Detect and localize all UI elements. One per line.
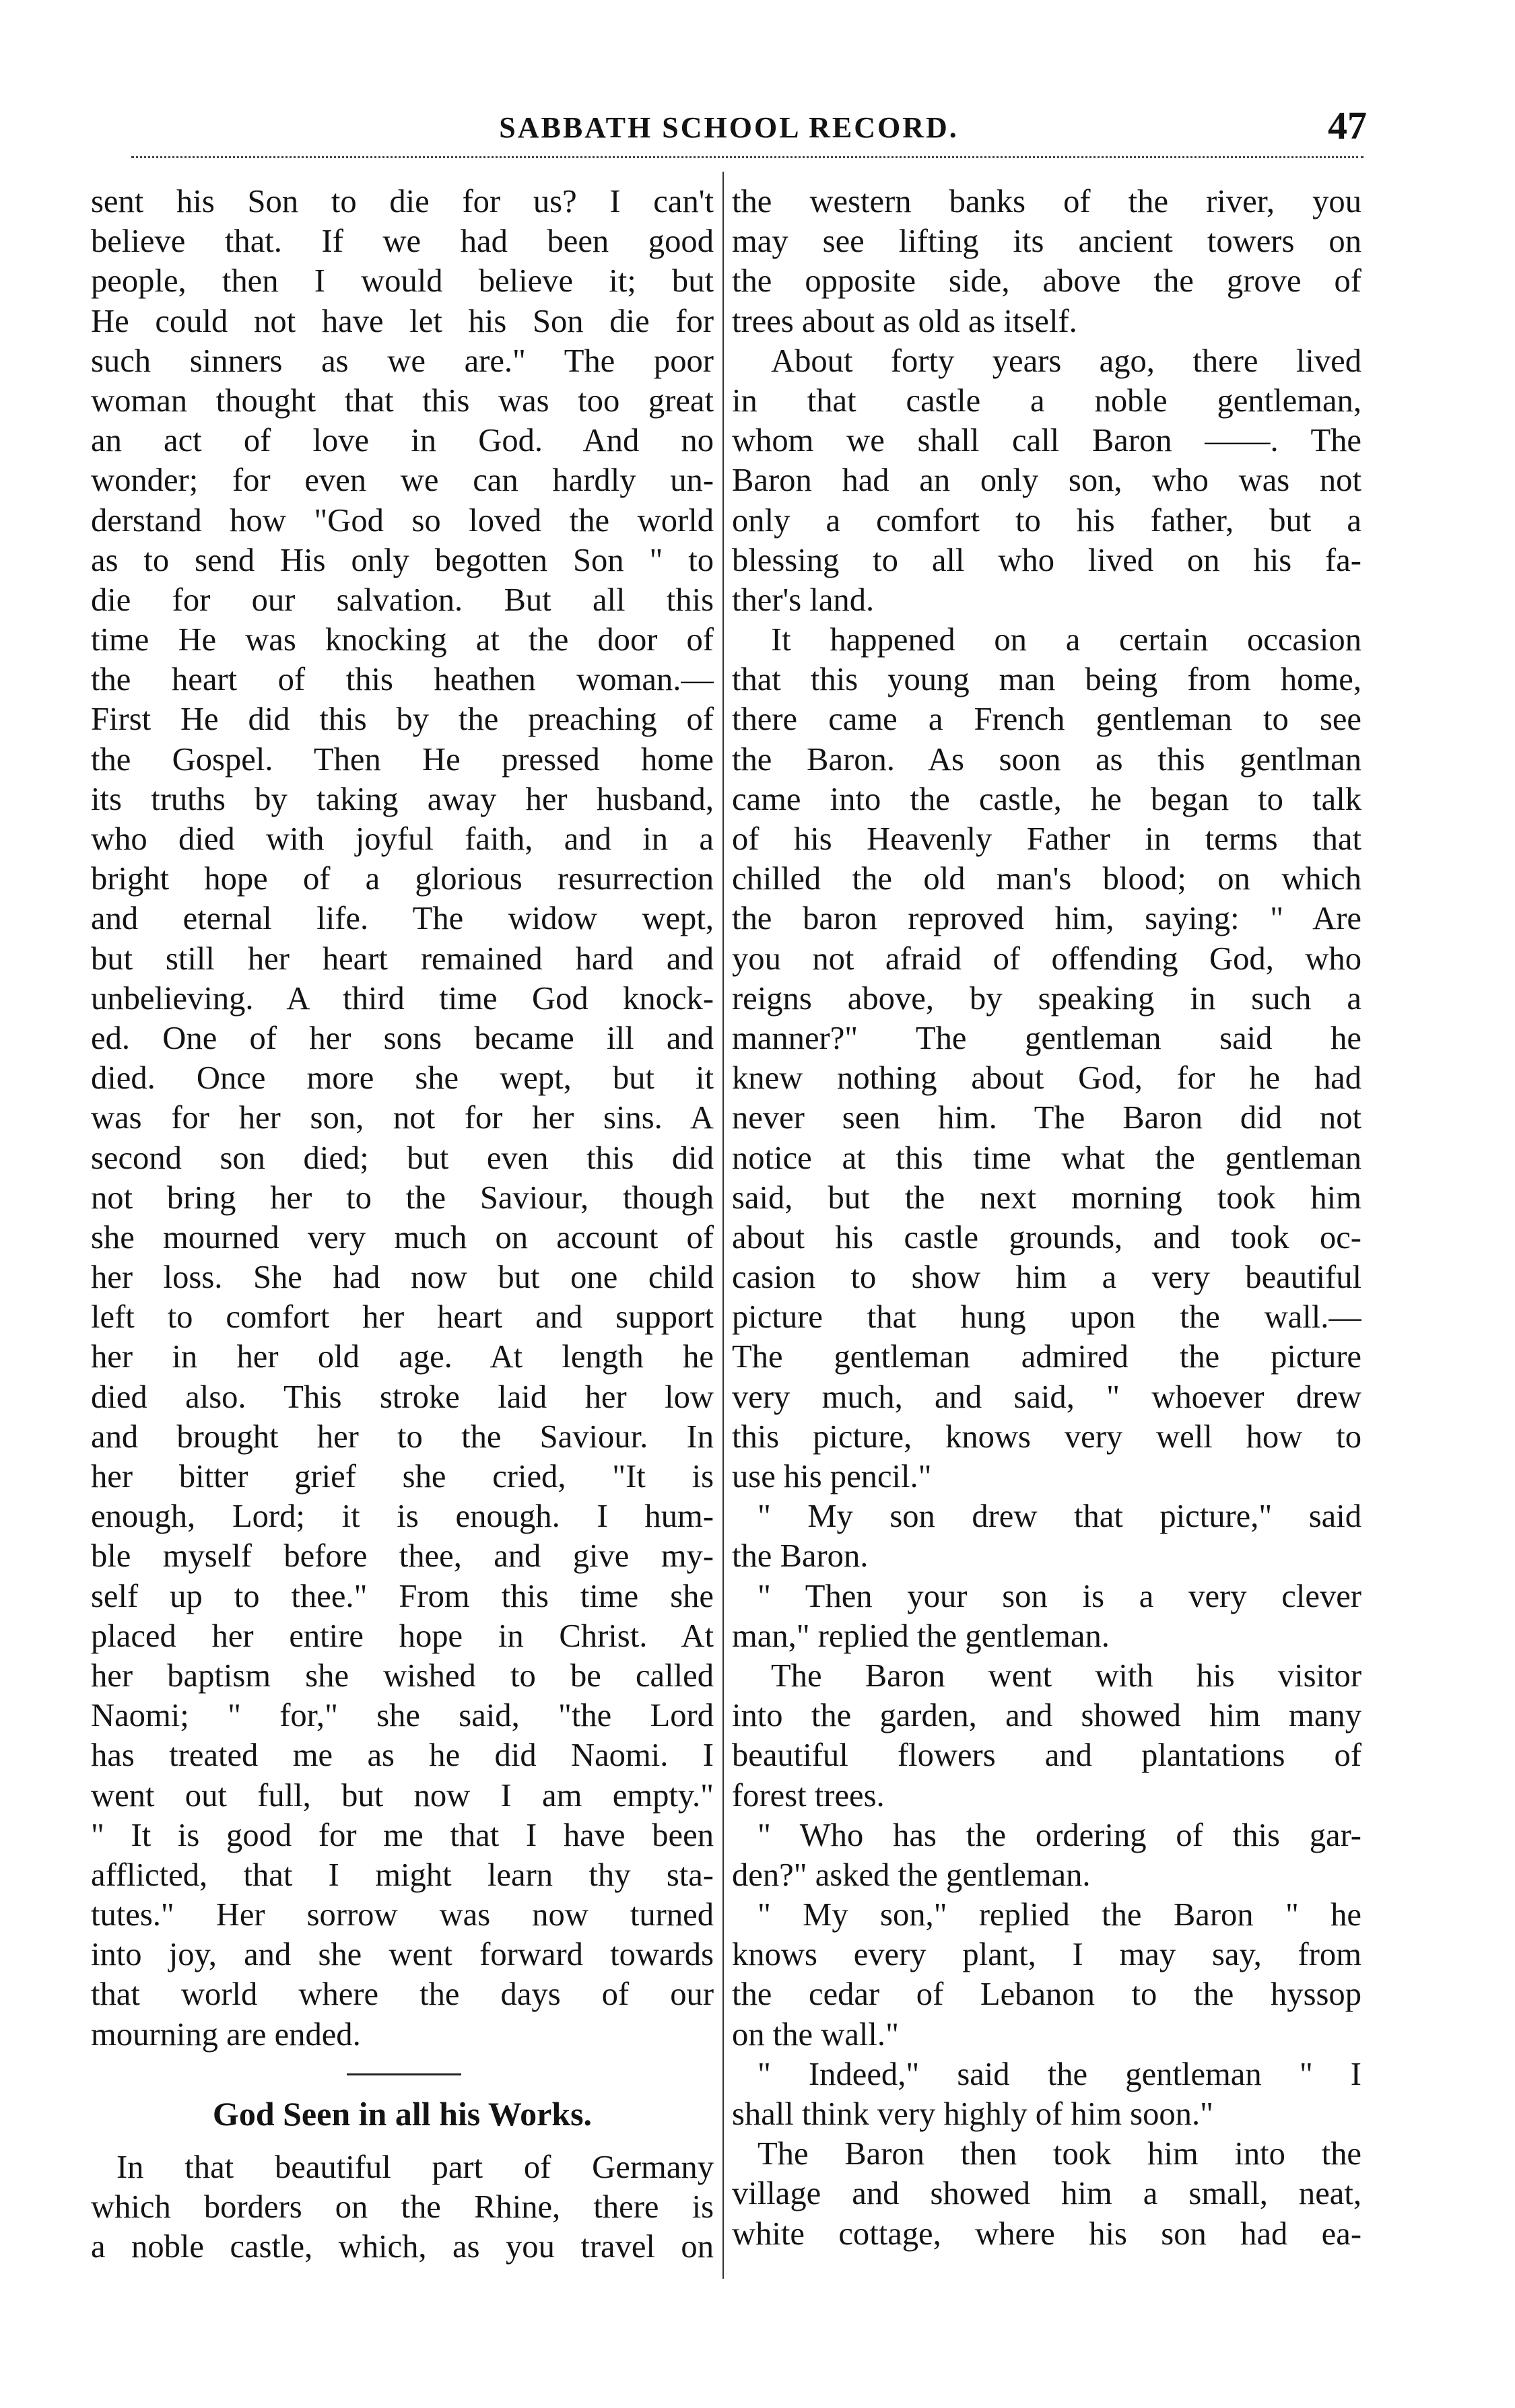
text-line: and brought her to the Saviour. In xyxy=(91,1418,714,1455)
text-line: knew nothing about God, for he had xyxy=(732,1060,1361,1097)
text-line: " My son drew that picture," said xyxy=(758,1498,1361,1535)
text-line: her loss. She had now but one child xyxy=(91,1259,714,1296)
text-line: a noble castle, which, as you travel on xyxy=(91,2228,714,2265)
text-line: in that castle a noble gentleman, xyxy=(732,382,1361,419)
text-line: said, but the next morning took him xyxy=(732,1179,1361,1216)
text-line: only a comfort to his father, but a xyxy=(732,502,1361,539)
text-line: the Baron. xyxy=(732,1538,869,1575)
text-line: went out full, but now I am empty." xyxy=(91,1777,714,1814)
text-line: woman thought that this was too great xyxy=(91,382,714,419)
text-line: not bring her to the Saviour, though xyxy=(91,1179,714,1216)
text-line: derstand how "God so loved the world xyxy=(91,502,714,539)
text-line: afflicted, that I might learn thy sta- xyxy=(91,1856,714,1893)
text-line: that world where the days of our xyxy=(91,1976,714,2013)
right-column xyxy=(732,182,1361,2254)
section-divider xyxy=(347,2073,461,2075)
text-line: man," replied the gentleman. xyxy=(732,1617,1110,1654)
text-line: the Gospel. Then He pressed home xyxy=(91,741,714,778)
text-line: second son died; but even this did xyxy=(91,1139,714,1176)
text-line: may see lifting its ancient towers on xyxy=(732,223,1361,260)
text-line: forest trees. xyxy=(732,1777,885,1814)
text-line: her in her old age. At length he xyxy=(91,1338,714,1375)
text-line: It happened on a certain occasion xyxy=(771,621,1361,658)
text-line: tutes." Her sorrow was now turned xyxy=(91,1896,714,1933)
text-line: " My son," replied the Baron " he xyxy=(758,1896,1361,1933)
text-line: The Baron then took him into the xyxy=(758,2135,1361,2172)
text-line: the Baron. As soon as this gentlman xyxy=(732,741,1361,778)
text-line: her bitter grief she cried, "It is xyxy=(91,1458,714,1494)
text-line: the opposite side, above the grove of xyxy=(732,263,1361,300)
text-line: ther's land. xyxy=(732,581,875,618)
text-line: which borders on the Rhine, there is xyxy=(91,2189,714,2226)
text-line: chilled the old man's blood; on which xyxy=(732,860,1361,897)
text-line: bright hope of a glorious resurrection xyxy=(91,860,714,897)
text-line: into the garden, and showed him many xyxy=(732,1697,1361,1734)
column-divider xyxy=(722,172,724,2279)
text-line: the western banks of the river, you xyxy=(732,183,1361,219)
text-line: " Who has the ordering of this gar- xyxy=(758,1816,1361,1853)
text-line: village and showed him a small, neat, xyxy=(732,2175,1361,2212)
text-line: mourning are ended. xyxy=(91,2016,361,2053)
text-line: ed. One of her sons became ill and xyxy=(91,1019,714,1056)
text-line: this picture, knows very well how to xyxy=(732,1418,1361,1455)
text-line: there came a French gentleman to see xyxy=(732,701,1361,738)
text-line: has treated me as he did Naomi. I xyxy=(91,1737,714,1774)
text-line: very much, and said, " whoever drew xyxy=(732,1378,1361,1415)
page-number: 47 xyxy=(1328,104,1367,147)
text-line: die for our salvation. But all this xyxy=(91,581,714,618)
text-line: an act of love in God. And no xyxy=(91,422,714,459)
text-line: who died with joyful faith, and in a xyxy=(91,821,714,857)
text-line: was for her son, not for her sins. A xyxy=(91,1099,714,1136)
text-line: but still her heart remained hard and xyxy=(91,940,714,977)
text-line: He could not have let his Son die for xyxy=(91,302,714,339)
text-line: came into the castle, he began to talk xyxy=(732,780,1361,817)
text-line: her baptism she wished to be called xyxy=(91,1657,714,1694)
text-line: " It is good for me that I have been xyxy=(91,1816,714,1853)
text-line: its truths by taking away her husband, xyxy=(91,780,714,817)
text-line: First He did this by the preaching of xyxy=(91,701,714,738)
text-line: white cottage, where his son had ea- xyxy=(732,2215,1361,2252)
text-line: such sinners as we are." The poor xyxy=(91,342,714,379)
text-line: manner?" The gentleman said he xyxy=(732,1019,1361,1056)
page-header xyxy=(91,104,1367,148)
text-line: beautiful flowers and plantations of xyxy=(732,1737,1361,1774)
text-line: died. Once more she wept, but it xyxy=(91,1060,714,1097)
text-line: whom we shall call Baron ——. The xyxy=(732,422,1361,459)
text-line: blessing to all who lived on his fa- xyxy=(732,541,1361,578)
text-line: shall think very highly of him soon." xyxy=(732,2096,1213,2132)
text-line: picture that hung upon the wall.— xyxy=(732,1299,1361,1336)
text-line: " Indeed," said the gentleman " I xyxy=(758,2055,1361,2092)
text-line: self up to thee." From this time she xyxy=(91,1577,714,1614)
text-line: on the wall." xyxy=(732,2016,899,2053)
text-line: the baron reproved him, saying: " Are xyxy=(732,900,1361,937)
text-line: reigns above, by speaking in such a xyxy=(732,979,1361,1017)
text-line: as to send His only begotten Son " to xyxy=(91,541,714,578)
text-line: and eternal life. The widow wept, xyxy=(91,900,714,937)
text-line: that this young man being from home, xyxy=(732,661,1361,698)
text-line: wonder; for even we can hardly un- xyxy=(91,462,714,499)
text-line: into joy, and she went forward towards xyxy=(91,1936,714,1973)
text-line: ble myself before thee, and give my- xyxy=(91,1538,714,1575)
text-line: you not afraid of offending God, who xyxy=(732,940,1361,977)
text-line: the cedar of Lebanon to the hyssop xyxy=(732,1976,1361,2013)
text-line: The gentleman admired the picture xyxy=(732,1338,1361,1375)
running-title: SABBATH SCHOOL RECORD. xyxy=(499,111,959,144)
header-rule xyxy=(131,156,1364,158)
text-line: she mourned very much on account of xyxy=(91,1218,714,1255)
text-line: The Baron went with his visitor xyxy=(771,1657,1361,1694)
text-line: believe that. If we had been good xyxy=(91,223,714,260)
text-line: enough, Lord; it is enough. I hum- xyxy=(91,1498,714,1535)
text-line: den?" asked the gentleman. xyxy=(732,1856,1091,1893)
section-heading: God Seen in all his Works. xyxy=(212,2095,593,2133)
text-line: knows every plant, I may say, from xyxy=(732,1936,1361,1973)
text-line: notice at this time what the gentleman xyxy=(732,1139,1361,1176)
text-line: sent his Son to die for us? I can't xyxy=(91,183,714,219)
text-line: never seen him. The Baron did not xyxy=(732,1099,1361,1136)
text-line: use his pencil." xyxy=(732,1458,932,1494)
text-line: about his castle grounds, and took oc- xyxy=(732,1218,1361,1255)
text-line: About forty years ago, there lived xyxy=(771,342,1361,379)
left-column xyxy=(91,182,714,2055)
text-line: Naomi; " for," she said, "the Lord xyxy=(91,1697,714,1734)
text-line: of his Heavenly Father in terms that xyxy=(732,821,1361,857)
text-line: " Then your son is a very clever xyxy=(758,1577,1361,1614)
text-line: people, then I would believe it; but xyxy=(91,263,714,300)
text-line: the heart of this heathen woman.— xyxy=(91,661,714,698)
text-line: placed her entire hope in Christ. At xyxy=(91,1617,714,1654)
text-line: casion to show him a very beautiful xyxy=(732,1259,1361,1296)
text-line: In that beautiful part of Germany xyxy=(116,2149,714,2185)
text-line: died also. This stroke laid her low xyxy=(91,1378,714,1415)
text-line: trees about as old as itself. xyxy=(732,302,1077,339)
text-line: Baron had an only son, who was not xyxy=(732,462,1361,499)
text-line: left to comfort her heart and support xyxy=(91,1299,714,1336)
text-line: time He was knocking at the door of xyxy=(91,621,714,658)
section-body xyxy=(91,2147,714,2267)
text-line: unbelieving. A third time God knock- xyxy=(91,979,714,1017)
